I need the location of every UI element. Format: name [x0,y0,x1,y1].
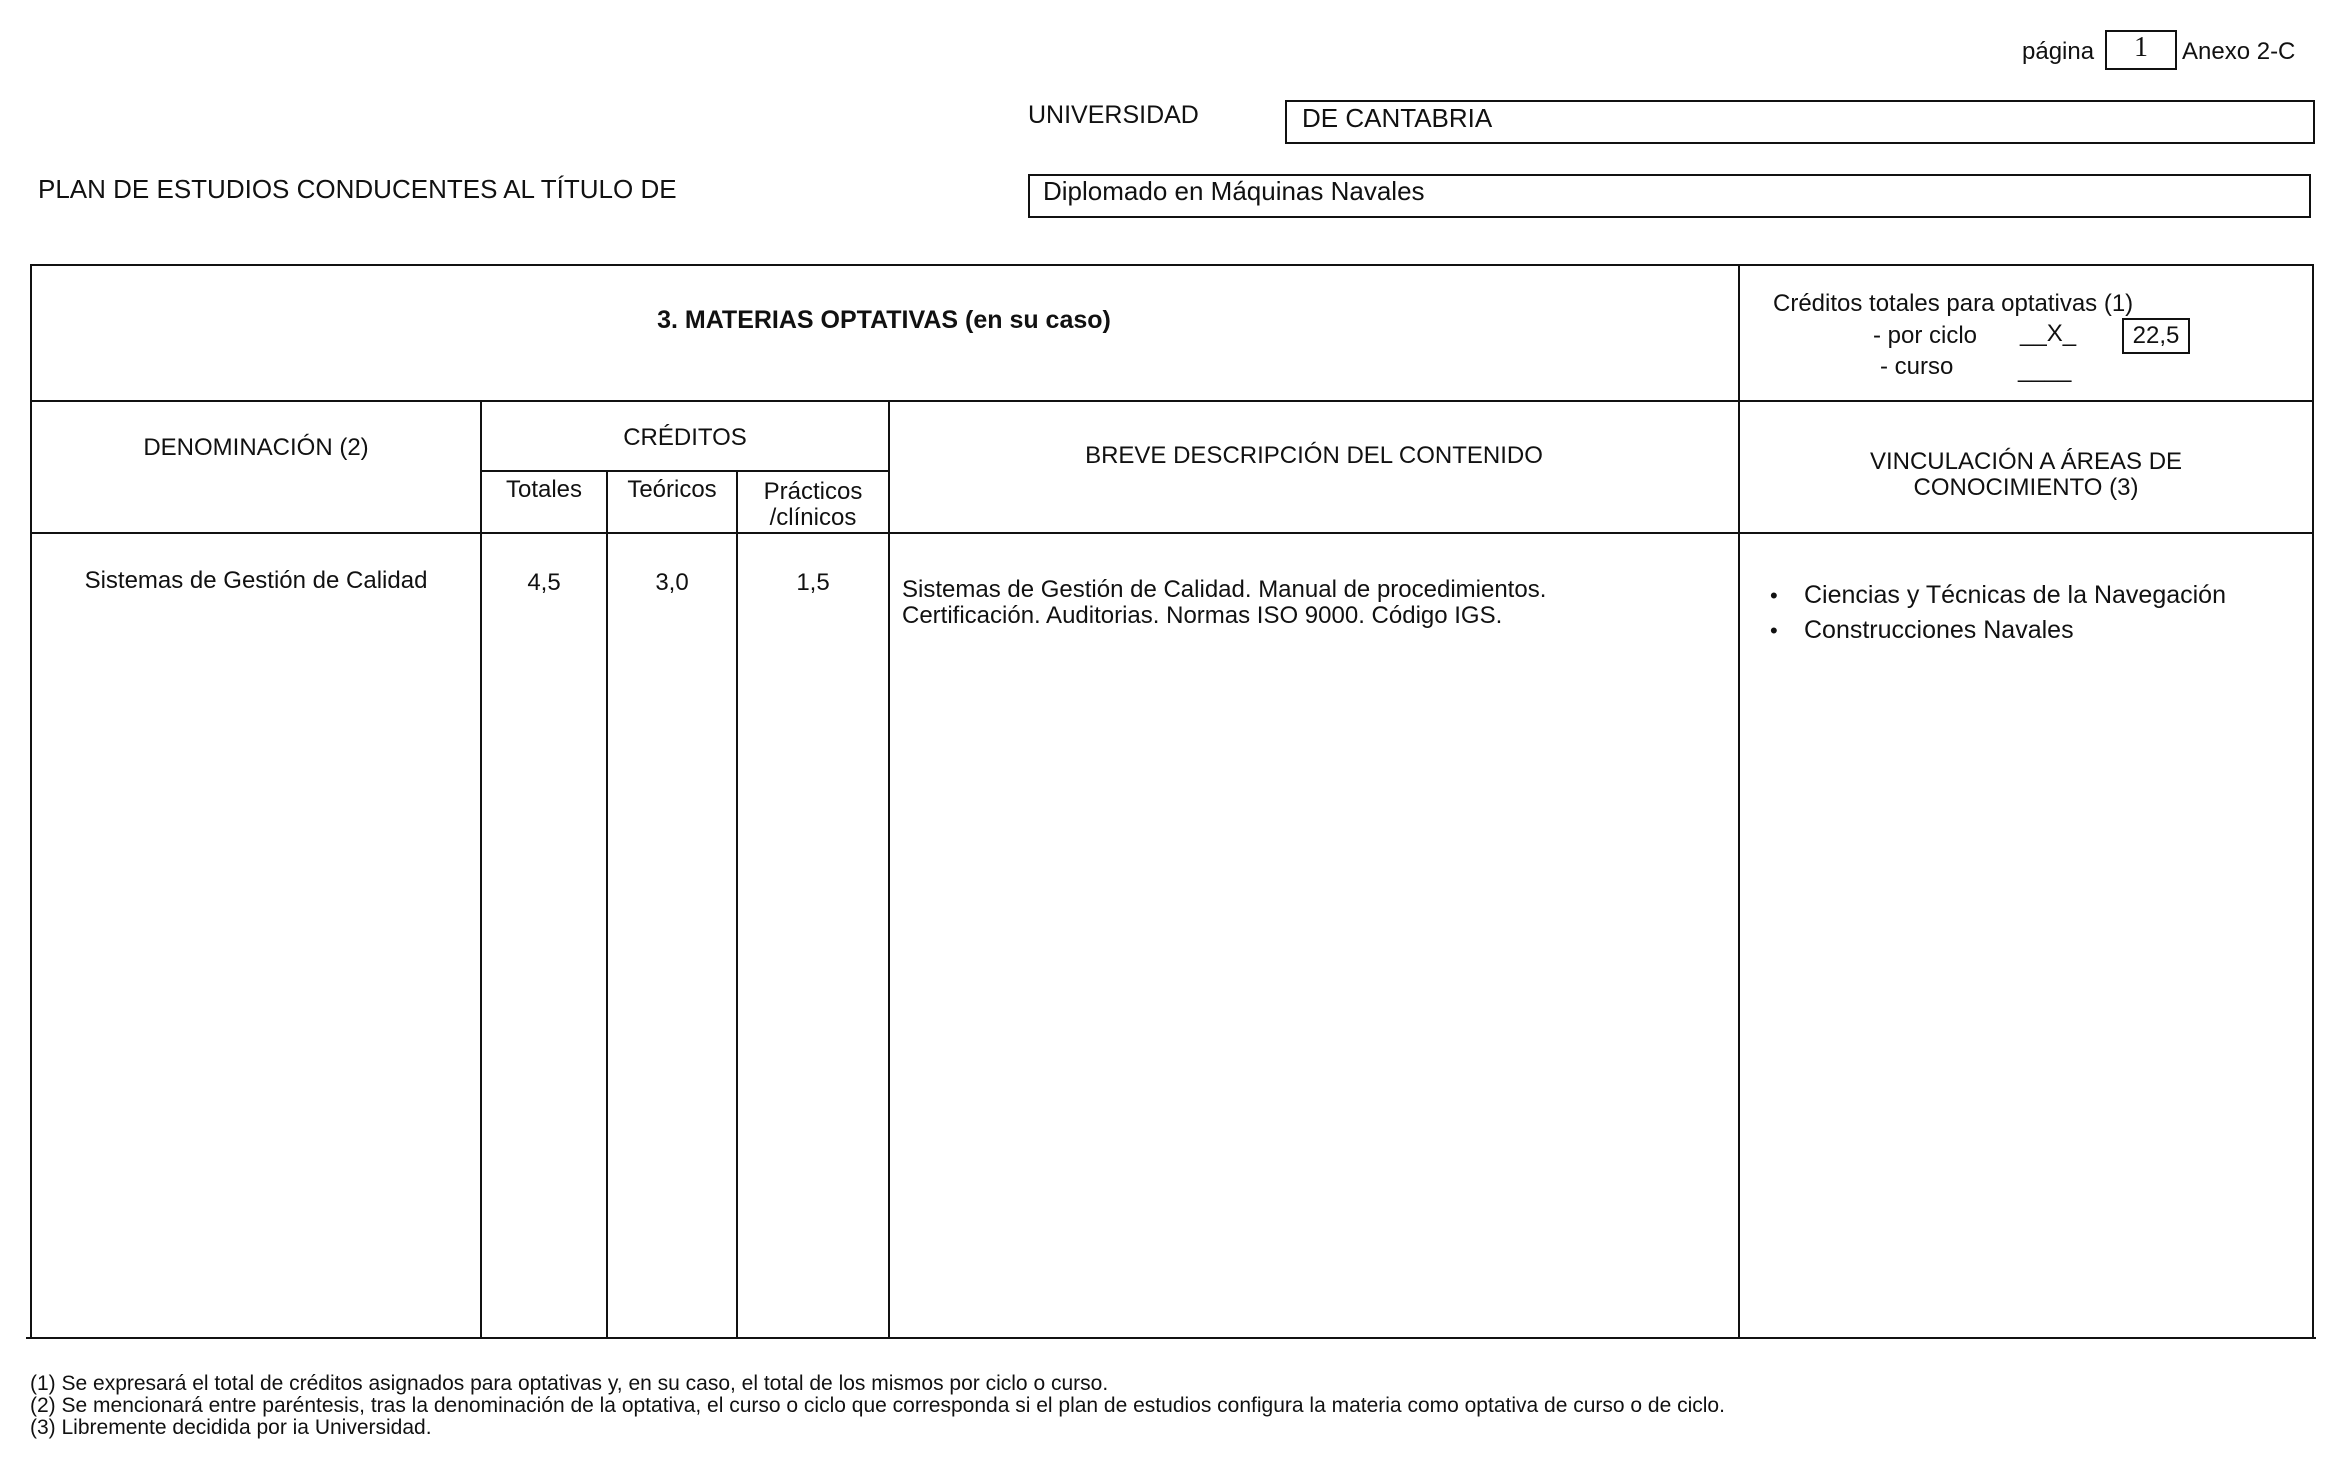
footnote-1: (1) Se expresará el total de créditos asignados para optativas y, en su caso, el total de los mismos por ciclo o curso. [30,1372,1109,1395]
por-ciclo-mark: __X_ [2020,320,2077,347]
col-header-teoricos: Teóricos [627,476,717,503]
description-line1: Sistemas de Gestión de Calidad. Manual de procedimientos. [902,576,1547,603]
credits-subheader-divider [482,470,890,472]
por-ciclo-value: 22,5 [2132,322,2180,349]
credits-totales: 4,5 [527,569,561,596]
col-divider-descripcion [1738,264,1740,1337]
section-title: 3. MATERIAS OPTATIVAS (en su caso) [657,306,1111,334]
table-top-border [30,264,2314,266]
col-header-descripcion: BREVE DESCRIPCIÓN DEL CONTENIDO [1085,442,1543,469]
knowledge-area: Construcciones Navales [1804,616,2074,644]
knowledge-areas-list [1760,578,2226,648]
col-header-creditos: CRÉDITOS [623,424,747,451]
column-header-bottom [30,532,2314,534]
plan-value: Diplomado en Máquinas Navales [1043,176,1425,206]
list-item [1760,613,2226,648]
page-number: 1 [2134,32,2148,63]
curso-value: ____ [2018,356,2072,383]
col-header-practicos-line2: /clínicos [769,504,857,531]
table-left-border [30,264,32,1337]
col-header-vinculacion-line1: VINCULACIÓN A ÁREAS DE [1869,448,2183,475]
col-divider-denominacion [480,400,482,1337]
page-label: página [2022,38,2095,65]
footnote-3: (3) Libremente decidida por ia Universidad. [30,1416,432,1439]
plan-label: PLAN DE ESTUDIOS CONDUCENTES AL TÍTULO DE [38,174,677,204]
col-header-totales: Totales [505,476,583,503]
col-header-vinculacion-line2: CONOCIMIENTO (3) [1913,474,2139,501]
credits-total-label: Créditos totales para optativas (1) [1773,290,2134,317]
bullet-icon: • [1770,583,1778,608]
knowledge-area: Ciencias y Técnicas de la Navegación [1804,581,2226,609]
table-right-border [2312,264,2314,1339]
annex-label: Anexo 2-C [2182,38,2296,65]
curso-label: - curso [1880,353,1954,380]
description-line2: Certificación. Auditorias. Normas ISO 9000. Código IGS. [902,602,1503,629]
credits-practicos: 1,5 [796,569,830,596]
col-divider-practicos [888,400,890,1337]
header-divider [30,400,2314,402]
university-value: DE CANTABRIA [1302,103,1493,133]
bullet-icon: • [1770,618,1778,643]
university-label: UNIVERSIDAD [1028,101,1199,129]
col-divider-teoricos [736,470,738,1337]
table-bottom-border [26,1337,2316,1339]
col-header-denominacion: DENOMINACIÓN (2) [143,434,369,461]
col-divider-totales [606,470,608,1337]
credits-teoricos: 3,0 [655,569,689,596]
subject-name: Sistemas de Gestión de Calidad [84,567,428,594]
por-ciclo-label: - por ciclo [1873,322,1978,349]
footnote-2: (2) Se mencionará entre paréntesis, tras la denominación de la optativa, el curso o ciclo que corresponda si el plan de estudios configura la materia como optativa de curso o de ciclo. [30,1394,1725,1417]
col-header-practicos-line1: Prácticos [763,478,863,505]
list-item [1760,578,2226,613]
